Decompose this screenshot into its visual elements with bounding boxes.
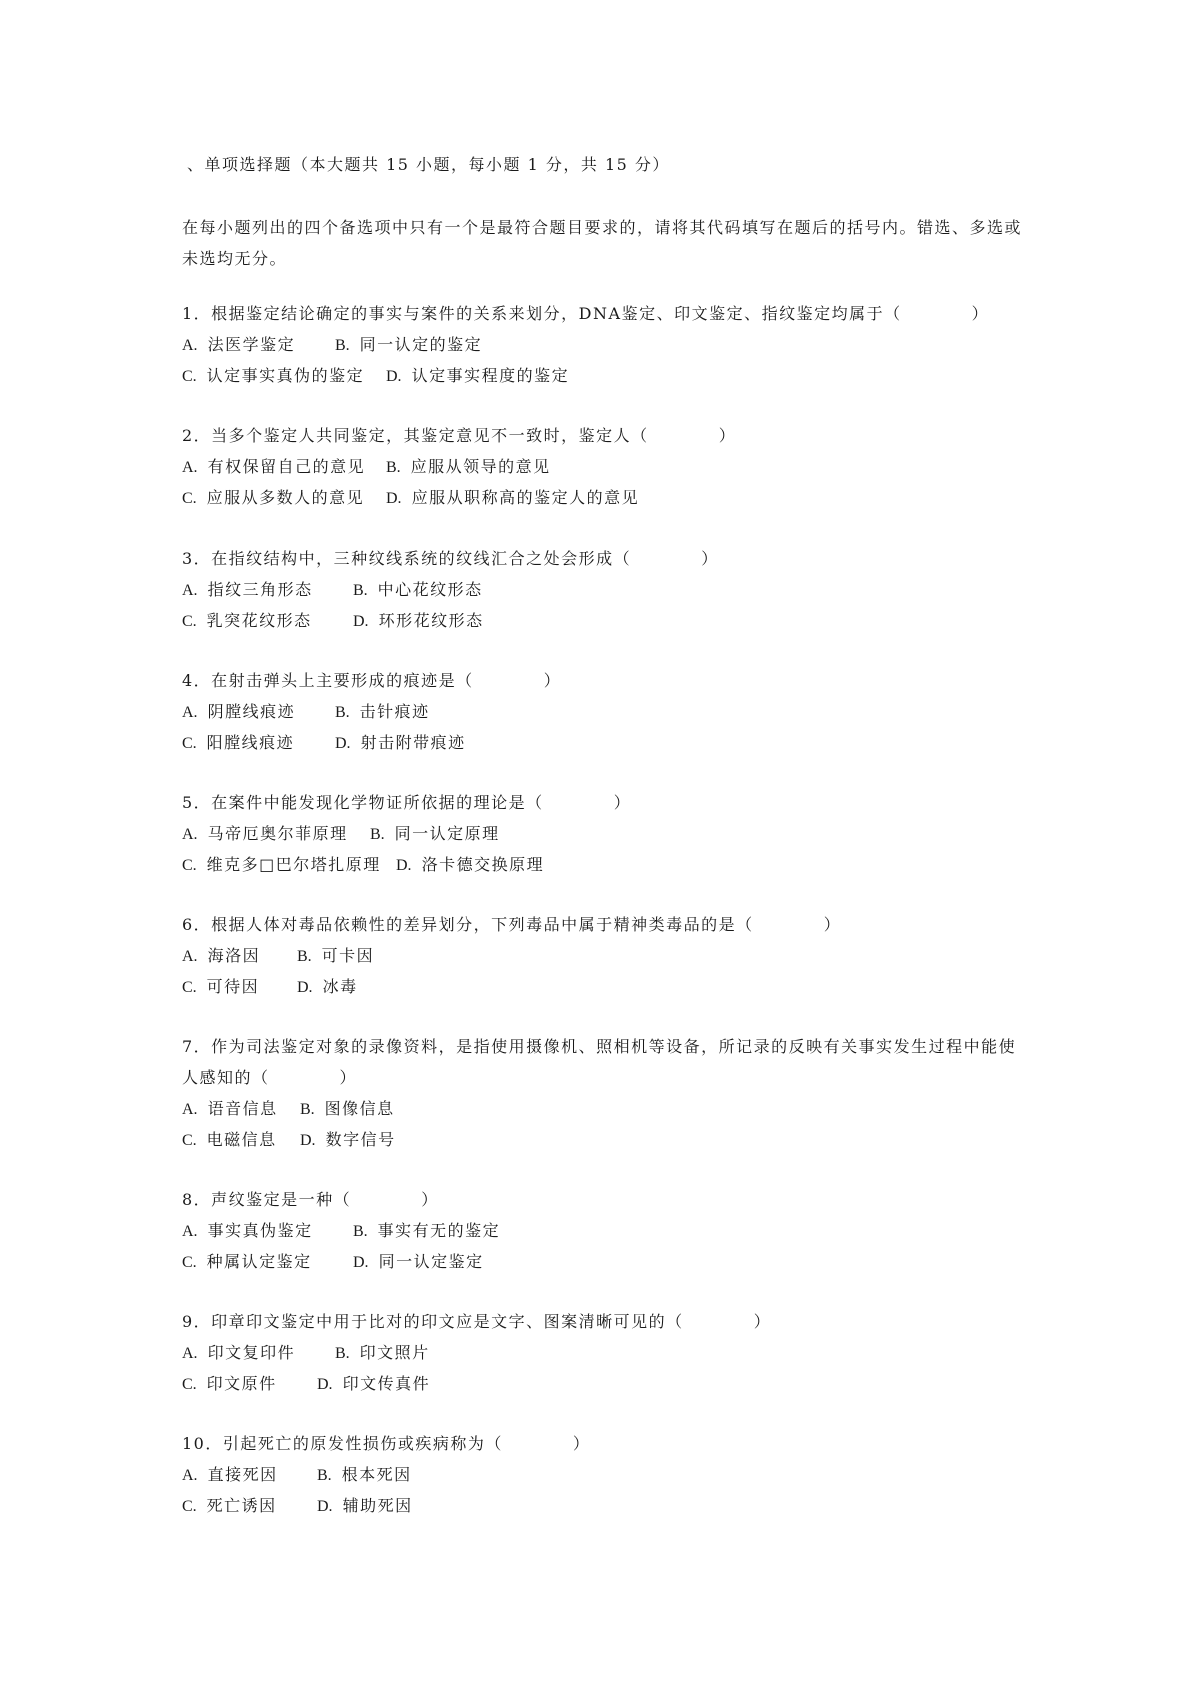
answer-paren-close: ） — [572, 1434, 591, 1453]
question-4 — [182, 665, 1032, 758]
question-3 — [182, 543, 1032, 636]
option-d: D. 辅助死因 — [317, 1496, 413, 1515]
section-instructions: 在每小题列出的四个备选项中只有一个是最符合题目要求的，请将其代码填写在题后的括号内。错选、多选或未选均无分。 — [182, 218, 1023, 268]
option-row — [182, 1215, 1032, 1246]
question-stem — [182, 543, 1032, 574]
option-a: A. 法医学鉴定 — [182, 335, 296, 354]
option-row — [182, 849, 1032, 880]
question-stem — [182, 1428, 1032, 1459]
option-b: B. 根本死因 — [317, 1465, 412, 1484]
option-row — [182, 727, 1032, 758]
option-row — [182, 451, 1032, 482]
option-row — [182, 329, 1032, 360]
option-row — [182, 696, 1032, 727]
question-10 — [182, 1428, 1032, 1521]
option-a: A. 海洛因 — [182, 946, 261, 965]
option-b: B. 中心花纹形态 — [353, 580, 483, 599]
question-6 — [182, 909, 1032, 1002]
question-stem — [182, 1031, 1032, 1093]
option-d: D. 环形花纹形态 — [353, 611, 484, 630]
answer-paren-close: ） — [718, 426, 737, 445]
answer-paren-close: ） — [421, 1190, 439, 1209]
option-row — [182, 940, 1032, 971]
question-text: 3．在指纹结构中，三种纹线系统的纹线汇合之处会形成（ — [182, 549, 632, 568]
question-stem — [182, 1306, 1032, 1337]
option-d: D. 印文传真件 — [317, 1374, 431, 1393]
question-text: 2．当多个鉴定人共同鉴定，其鉴定意见不一致时，鉴定人（ — [182, 426, 649, 445]
option-a: A. 马帝厄奥尔菲原理 — [182, 824, 348, 843]
question-text: 5．在案件中能发现化学物证所依据的理论是（ — [182, 793, 544, 812]
answer-paren-close: ） — [971, 304, 990, 323]
option-a: A. 直接死因 — [182, 1465, 278, 1484]
answer-paren-close: ） — [339, 1068, 358, 1087]
question-stem — [182, 420, 1032, 451]
option-c: C. 认定事实真伪的鉴定 — [182, 366, 365, 385]
option-c: C. 印文原件 — [182, 1374, 277, 1393]
option-b: B. 印文照片 — [335, 1343, 430, 1362]
question-stem — [182, 665, 1032, 696]
section-title: 、单项选择题（本大题共 15 小题，每小题 1 分，共 15 分） — [187, 155, 670, 174]
question-8 — [182, 1184, 1032, 1277]
option-c: C. 维克多□巴尔塔扎原理 — [182, 855, 381, 874]
question-text: 10．引起死亡的原发性损伤或疾病称为（ — [182, 1434, 503, 1453]
option-d: D. 数字信号 — [300, 1130, 396, 1149]
option-row — [182, 605, 1032, 636]
option-d: D. 射击附带痕迹 — [335, 733, 466, 752]
option-c: C. 阳膛线痕迹 — [182, 733, 295, 752]
answer-paren-close: ） — [543, 671, 562, 690]
option-b: B. 击针痕迹 — [335, 702, 430, 721]
option-row — [182, 1459, 1032, 1490]
option-row — [182, 818, 1032, 849]
question-7 — [182, 1031, 1032, 1155]
option-a: A. 有权保留自己的意见 — [182, 457, 366, 476]
option-c: C. 死亡诱因 — [182, 1496, 277, 1515]
option-a: A. 阴膛线痕迹 — [182, 702, 296, 721]
option-row — [182, 1246, 1032, 1277]
question-text: 4．在射击弹头上主要形成的痕迹是（ — [182, 671, 474, 690]
option-row — [182, 971, 1032, 1002]
option-b: B. 同一认定原理 — [370, 824, 500, 843]
option-row — [182, 1124, 1032, 1155]
option-a: A. 事实真伪鉴定 — [182, 1221, 313, 1240]
answer-paren-close: ） — [701, 549, 719, 568]
option-b: B. 图像信息 — [300, 1099, 395, 1118]
question-text: 1．根据鉴定结论确定的事实与案件的关系来划分，DNA鉴定、印文鉴定、指纹鉴定均属于（ — [182, 304, 902, 323]
question-2 — [182, 420, 1032, 513]
question-stem — [182, 298, 1032, 329]
option-c: C. 可待因 — [182, 977, 260, 996]
answer-paren-close: ） — [613, 793, 632, 812]
option-b: B. 应服从领导的意见 — [386, 457, 551, 476]
option-a: A. 指纹三角形态 — [182, 580, 313, 599]
option-c: C. 乳突花纹形态 — [182, 611, 312, 630]
question-stem — [182, 909, 1032, 940]
option-c: C. 电磁信息 — [182, 1130, 277, 1149]
question-text: 7．作为司法鉴定对象的录像资料，是指使用摄像机、照相机等设备，所记录的反映有关事实发生过程中能使人感知的（ — [182, 1037, 1017, 1087]
question-5 — [182, 787, 1032, 880]
question-stem — [182, 787, 1032, 818]
option-row — [182, 1093, 1032, 1124]
option-d: D. 认定事实程度的鉴定 — [386, 366, 570, 385]
question-text: 9．印章印文鉴定中用于比对的印文应是文字、图案清晰可见的（ — [182, 1312, 684, 1331]
option-b: B. 可卡因 — [297, 946, 375, 965]
option-d: D. 同一认定鉴定 — [353, 1252, 484, 1271]
question-stem — [182, 1184, 1032, 1215]
option-b: B. 事实有无的鉴定 — [353, 1221, 501, 1240]
question-9 — [182, 1306, 1032, 1399]
option-row — [182, 574, 1032, 605]
answer-paren-close: ） — [753, 1312, 772, 1331]
option-d: D. 洛卡德交换原理 — [396, 855, 545, 874]
question-1 — [182, 298, 1032, 391]
option-row — [182, 1368, 1032, 1399]
option-row — [182, 360, 1032, 391]
option-a: A. 印文复印件 — [182, 1343, 296, 1362]
question-text: 8．声纹鉴定是一种（ — [182, 1190, 352, 1209]
question-text: 6．根据人体对毒品依赖性的差异划分，下列毒品中属于精神类毒品的是（ — [182, 915, 754, 934]
option-d: D. 应服从职称高的鉴定人的意见 — [386, 488, 640, 507]
option-c: C. 应服从多数人的意见 — [182, 488, 365, 507]
option-row — [182, 1490, 1032, 1521]
option-row — [182, 482, 1032, 513]
option-a: A. 语音信息 — [182, 1099, 278, 1118]
option-c: C. 种属认定鉴定 — [182, 1252, 312, 1271]
option-d: D. 冰毒 — [297, 977, 358, 996]
answer-paren-close: ） — [823, 915, 842, 934]
option-b: B. 同一认定的鉴定 — [335, 335, 483, 354]
option-row — [182, 1337, 1032, 1368]
